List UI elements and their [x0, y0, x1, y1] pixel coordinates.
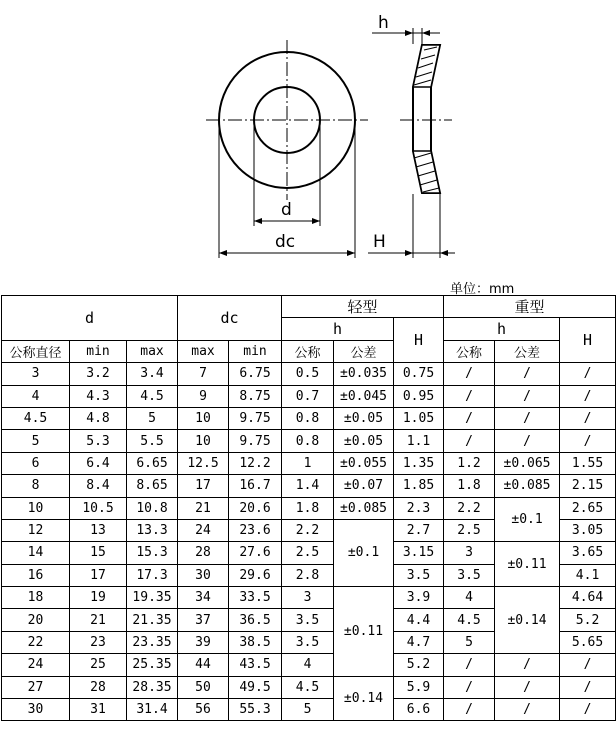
table-cell: 19.35 — [127, 587, 178, 609]
table-cell: 17.3 — [127, 564, 178, 586]
table-cell: 17 — [178, 475, 229, 497]
table-cell: 10 — [2, 497, 70, 519]
table-row — [2, 699, 616, 721]
table-cell: / — [560, 676, 616, 698]
table-cell: 20.6 — [229, 497, 282, 519]
table-cell: / — [444, 654, 495, 676]
table-cell: 21 — [178, 497, 229, 519]
table-row — [2, 654, 616, 676]
table-cell: 23 — [70, 631, 127, 653]
table-cell: 16 — [2, 564, 70, 586]
table-cell: 2.5 — [444, 519, 495, 541]
header-d: d — [2, 296, 178, 341]
table-cell: 8.4 — [70, 475, 127, 497]
table-cell: 8.65 — [127, 475, 178, 497]
table-cell: 4.1 — [560, 564, 616, 586]
table-cell: 5.2 — [560, 609, 616, 631]
table-cell: / — [560, 363, 616, 385]
table-cell: 23.35 — [127, 631, 178, 653]
table-cell: 28 — [178, 542, 229, 564]
table-cell: 1.85 — [394, 475, 444, 497]
table-cell: 6.65 — [127, 452, 178, 474]
table-cell: ±0.1 — [334, 519, 394, 586]
table-cell: 2.2 — [444, 497, 495, 519]
table-cell: 1.05 — [394, 407, 444, 429]
table-row — [2, 542, 616, 564]
table-cell: 3 — [444, 542, 495, 564]
table-cell: 0.75 — [394, 363, 444, 385]
spec-table — [1, 295, 616, 721]
table-cell: 3.65 — [560, 542, 616, 564]
table-cell: 1.2 — [444, 452, 495, 474]
table-cell: 23.6 — [229, 519, 282, 541]
table-cell: 6 — [2, 452, 70, 474]
table-cell: 3.4 — [127, 363, 178, 385]
table-cell: 1 — [282, 452, 334, 474]
table-cell: / — [560, 385, 616, 407]
table-cell: 3.5 — [282, 631, 334, 653]
table-cell: ±0.07 — [334, 475, 394, 497]
table-cell: 4.8 — [70, 407, 127, 429]
table-cell: / — [495, 407, 560, 429]
table-cell: 1.8 — [444, 475, 495, 497]
table-cell: 13 — [70, 519, 127, 541]
table-cell: 7 — [178, 363, 229, 385]
table-cell: 13.3 — [127, 519, 178, 541]
table-cell: 39 — [178, 631, 229, 653]
table-row — [2, 452, 616, 474]
table-cell: / — [444, 363, 495, 385]
table-cell: 4.7 — [394, 631, 444, 653]
table-cell: 3 — [282, 587, 334, 609]
table-cell: 0.95 — [394, 385, 444, 407]
table-cell: 5.9 — [394, 676, 444, 698]
table-cell: 4.5 — [2, 407, 70, 429]
table-cell: 1.4 — [282, 475, 334, 497]
header-heavy-tolerance: 公差 — [495, 340, 560, 362]
header-heavy-nominal: 公称 — [444, 340, 495, 362]
label-dc: dc — [275, 232, 296, 252]
table-cell: ±0.14 — [334, 676, 394, 721]
table-cell: 56 — [178, 699, 229, 721]
table-cell: 4.64 — [560, 587, 616, 609]
upper-section — [413, 45, 440, 87]
unit-label: 单位：mm — [450, 282, 515, 297]
table-cell: 31.4 — [127, 699, 178, 721]
table-cell: ±0.085 — [334, 497, 394, 519]
washer-drawing — [0, 0, 616, 280]
table-cell: 3.5 — [282, 609, 334, 631]
table-cell: 2.5 — [282, 542, 334, 564]
table-cell: 3.15 — [394, 542, 444, 564]
table-cell: 1.35 — [394, 452, 444, 474]
table-cell: 5 — [127, 407, 178, 429]
header-dc-max: max — [178, 340, 229, 362]
table-cell: 8.75 — [229, 385, 282, 407]
table-cell: 12 — [2, 519, 70, 541]
header-d-min: min — [70, 340, 127, 362]
table-cell: 29.6 — [229, 564, 282, 586]
table-cell: 19 — [70, 587, 127, 609]
table-cell: 50 — [178, 676, 229, 698]
table-cell: 15 — [70, 542, 127, 564]
header-heavy-h: h — [444, 318, 560, 340]
table-cell: 2.65 — [560, 497, 616, 519]
table-row — [2, 475, 616, 497]
table-cell: 21.35 — [127, 609, 178, 631]
table-row — [2, 385, 616, 407]
table-cell: / — [495, 699, 560, 721]
table-cell: 3 — [2, 363, 70, 385]
table-cell: 43.5 — [229, 654, 282, 676]
table-cell: 24 — [2, 654, 70, 676]
table-cell: ±0.05 — [334, 430, 394, 452]
label-d: d — [281, 200, 292, 220]
table-cell: / — [560, 654, 616, 676]
table-cell: 14 — [2, 542, 70, 564]
table-cell: 2.2 — [282, 519, 334, 541]
table-cell: ±0.065 — [495, 452, 560, 474]
label-h-top: h — [378, 13, 389, 33]
table-cell: ±0.11 — [334, 587, 394, 677]
table-cell: 3.5 — [444, 564, 495, 586]
header-light-h: h — [282, 318, 394, 340]
table-cell: 3.5 — [394, 564, 444, 586]
header-light-H: H — [394, 318, 444, 363]
table-cell: 4.3 — [70, 385, 127, 407]
table-cell: 9.75 — [229, 407, 282, 429]
table-cell: 55.3 — [229, 699, 282, 721]
table-row — [2, 407, 616, 429]
table-cell: ±0.11 — [495, 542, 560, 587]
table-cell: 10 — [178, 430, 229, 452]
table-cell: 8 — [2, 475, 70, 497]
table-cell: 30 — [178, 564, 229, 586]
table-cell: / — [495, 430, 560, 452]
table-cell: 5 — [444, 631, 495, 653]
table-cell: ±0.045 — [334, 385, 394, 407]
table-cell: 4 — [282, 654, 334, 676]
header-row-3 — [2, 340, 616, 362]
table-cell: 28 — [70, 676, 127, 698]
table-cell: 38.5 — [229, 631, 282, 653]
table-cell: 6.6 — [394, 699, 444, 721]
table-cell: 27.6 — [229, 542, 282, 564]
table-cell: 31 — [70, 699, 127, 721]
table-cell: ±0.055 — [334, 452, 394, 474]
table-cell: 2.8 — [282, 564, 334, 586]
table-cell: / — [444, 699, 495, 721]
table-cell: 0.8 — [282, 407, 334, 429]
table-cell: / — [444, 676, 495, 698]
table-cell: ±0.085 — [495, 475, 560, 497]
table-cell: / — [560, 699, 616, 721]
table-cell: 9.75 — [229, 430, 282, 452]
table-cell: 36.5 — [229, 609, 282, 631]
table-cell: 21 — [70, 609, 127, 631]
table-cell: 5 — [2, 430, 70, 452]
header-d-max: max — [127, 340, 178, 362]
table-cell: 3.2 — [70, 363, 127, 385]
table-cell: 3.05 — [560, 519, 616, 541]
table-cell: ±0.1 — [495, 497, 560, 542]
table-cell: 25 — [70, 654, 127, 676]
table-cell: 22 — [2, 631, 70, 653]
table-cell: 44 — [178, 654, 229, 676]
table-row — [2, 497, 616, 519]
table-cell: 5.5 — [127, 430, 178, 452]
table-cell: 5.3 — [70, 430, 127, 452]
table-cell: 4.4 — [394, 609, 444, 631]
header-light-nominal: 公称 — [282, 340, 334, 362]
table-cell: / — [495, 676, 560, 698]
table-cell: / — [495, 654, 560, 676]
table-cell: 4.5 — [444, 609, 495, 631]
table-cell: 1.55 — [560, 452, 616, 474]
table-cell: / — [560, 430, 616, 452]
label-H: H — [373, 232, 386, 252]
table-cell: 2.15 — [560, 475, 616, 497]
table-cell: 12.2 — [229, 452, 282, 474]
table-cell: / — [444, 407, 495, 429]
table-cell: 4 — [444, 587, 495, 609]
table-cell: / — [560, 407, 616, 429]
table-cell: 15.3 — [127, 542, 178, 564]
table-row — [2, 676, 616, 698]
header-heavy-H: H — [560, 318, 616, 363]
table-cell: ±0.05 — [334, 407, 394, 429]
table-cell: 18 — [2, 587, 70, 609]
table-cell: 10 — [178, 407, 229, 429]
table-cell: 0.5 — [282, 363, 334, 385]
table-cell: / — [444, 430, 495, 452]
table-cell: 28.35 — [127, 676, 178, 698]
table-cell: ±0.035 — [334, 363, 394, 385]
header-light-tolerance: 公差 — [334, 340, 394, 362]
table-cell: 0.8 — [282, 430, 334, 452]
table-cell: 2.3 — [394, 497, 444, 519]
table-cell: 3.9 — [394, 587, 444, 609]
header-dc: dc — [178, 296, 282, 341]
table-cell: 4.5 — [127, 385, 178, 407]
table-cell: 5 — [282, 699, 334, 721]
table-cell: 5.2 — [394, 654, 444, 676]
table-cell: 6.75 — [229, 363, 282, 385]
table-cell: 12.5 — [178, 452, 229, 474]
table-cell: / — [444, 385, 495, 407]
table-cell: 4.5 — [282, 676, 334, 698]
table-cell: 6.4 — [70, 452, 127, 474]
table-cell: 34 — [178, 587, 229, 609]
table-cell: 1.1 — [394, 430, 444, 452]
table-cell: 24 — [178, 519, 229, 541]
table-row — [2, 587, 616, 609]
table-cell: 37 — [178, 609, 229, 631]
table-cell: 30 — [2, 699, 70, 721]
header-dc-min: min — [229, 340, 282, 362]
header-light: 轻型 — [282, 296, 444, 318]
header-nominal-dia: 公称直径 — [2, 340, 70, 362]
table-cell: 2.7 — [394, 519, 444, 541]
header-row-1 — [2, 296, 616, 318]
table-cell: 10.8 — [127, 497, 178, 519]
table-cell: 17 — [70, 564, 127, 586]
table-cell: 20 — [2, 609, 70, 631]
table-cell: 33.5 — [229, 587, 282, 609]
table-cell: 16.7 — [229, 475, 282, 497]
table-cell: / — [495, 385, 560, 407]
table-cell: 27 — [2, 676, 70, 698]
table-row — [2, 363, 616, 385]
table-cell: 9 — [178, 385, 229, 407]
table-cell: / — [495, 363, 560, 385]
table-row — [2, 430, 616, 452]
table-cell: 10.5 — [70, 497, 127, 519]
table-cell: 49.5 — [229, 676, 282, 698]
table-cell: 5.65 — [560, 631, 616, 653]
table-cell: 25.35 — [127, 654, 178, 676]
table-cell: ±0.14 — [495, 587, 560, 654]
table-cell: 0.7 — [282, 385, 334, 407]
table-cell: 4 — [2, 385, 70, 407]
table-cell: 1.8 — [282, 497, 334, 519]
header-heavy: 重型 — [444, 296, 616, 318]
